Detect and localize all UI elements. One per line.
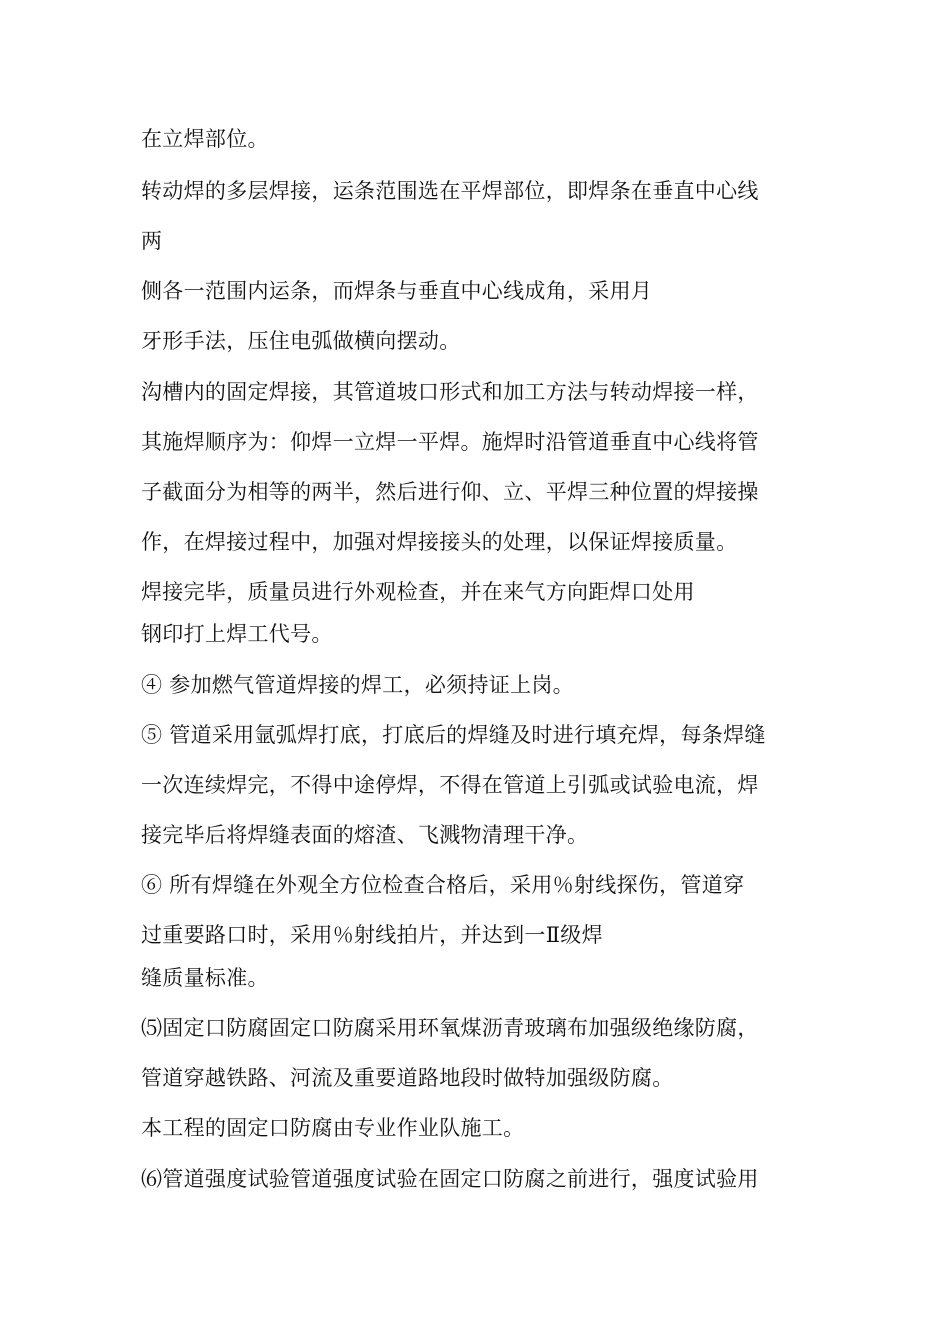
text-line-14: 一次连续焊完，不得中途停焊，不得在管道上引弧或试验电流，焊 — [141, 773, 759, 797]
text-line-4: 侧各一范围内运条，而焊条与垂直中心线成角，采用月 — [141, 279, 653, 303]
text-line-13: ⑤ 管道采用氩弧焊打底，打底后的焊缝及时进行填充焊，每条焊缝 — [141, 723, 766, 747]
text-line-21: 本工程的固定口防腐由专业作业队施工。 — [141, 1116, 525, 1140]
text-line-20: 管道穿越铁路、河流及重要道路地段时做特加强级防腐。 — [141, 1066, 674, 1090]
text-line-11: 钢印打上焊工代号。 — [141, 622, 333, 646]
text-line-1: 在立焊部位。 — [141, 127, 269, 151]
text-line-10: 焊接完毕，质量员进行外观检查，并在来气方向距焊口处用 — [141, 580, 695, 604]
text-line-17: 过重要路口时，采用％射线拍片，并达到一Ⅱ级焊 — [141, 923, 603, 947]
text-line-15: 接完毕后将焊缝表面的熔渣、飞溅物清理干净。 — [141, 823, 589, 847]
text-line-2: 转动焊的多层焊接，运条范围选在平焊部位，即焊条在垂直中心线 — [141, 179, 759, 203]
text-line-7: 其施焊顺序为：仰焊一立焊一平焊。施焊时沿管道垂直中心线将管 — [141, 430, 759, 454]
text-line-19: ⑸固定口防腐固定口防腐采用环氧煤沥青玻璃布加强级绝缘防腐， — [141, 1016, 759, 1040]
text-line-6: 沟槽内的固定焊接，其管道坡口形式和加工方法与转动焊接一样， — [141, 380, 759, 404]
text-line-3: 两 — [141, 229, 163, 253]
text-line-22: ⑹管道强度试验管道强度试验在固定口防腐之前进行，强度试验用 — [141, 1167, 759, 1191]
text-line-9: 作，在焊接过程中，加强对焊接接头的处理，以保证焊接质量。 — [141, 530, 738, 554]
text-line-5: 牙形手法，压住电弧做横向摆动。 — [141, 329, 461, 353]
text-line-12: ④ 参加燃气管道焊接的焊工，必须持证上岗。 — [141, 673, 574, 697]
text-line-18: 缝质量标准。 — [141, 966, 269, 990]
text-line-16: ⑥ 所有焊缝在外观全方位检查合格后，采用％射线探伤，管道穿 — [141, 873, 745, 897]
text-line-8: 子截面分为相等的两半，然后进行仰、立、平焊三种位置的焊接操 — [141, 480, 759, 504]
